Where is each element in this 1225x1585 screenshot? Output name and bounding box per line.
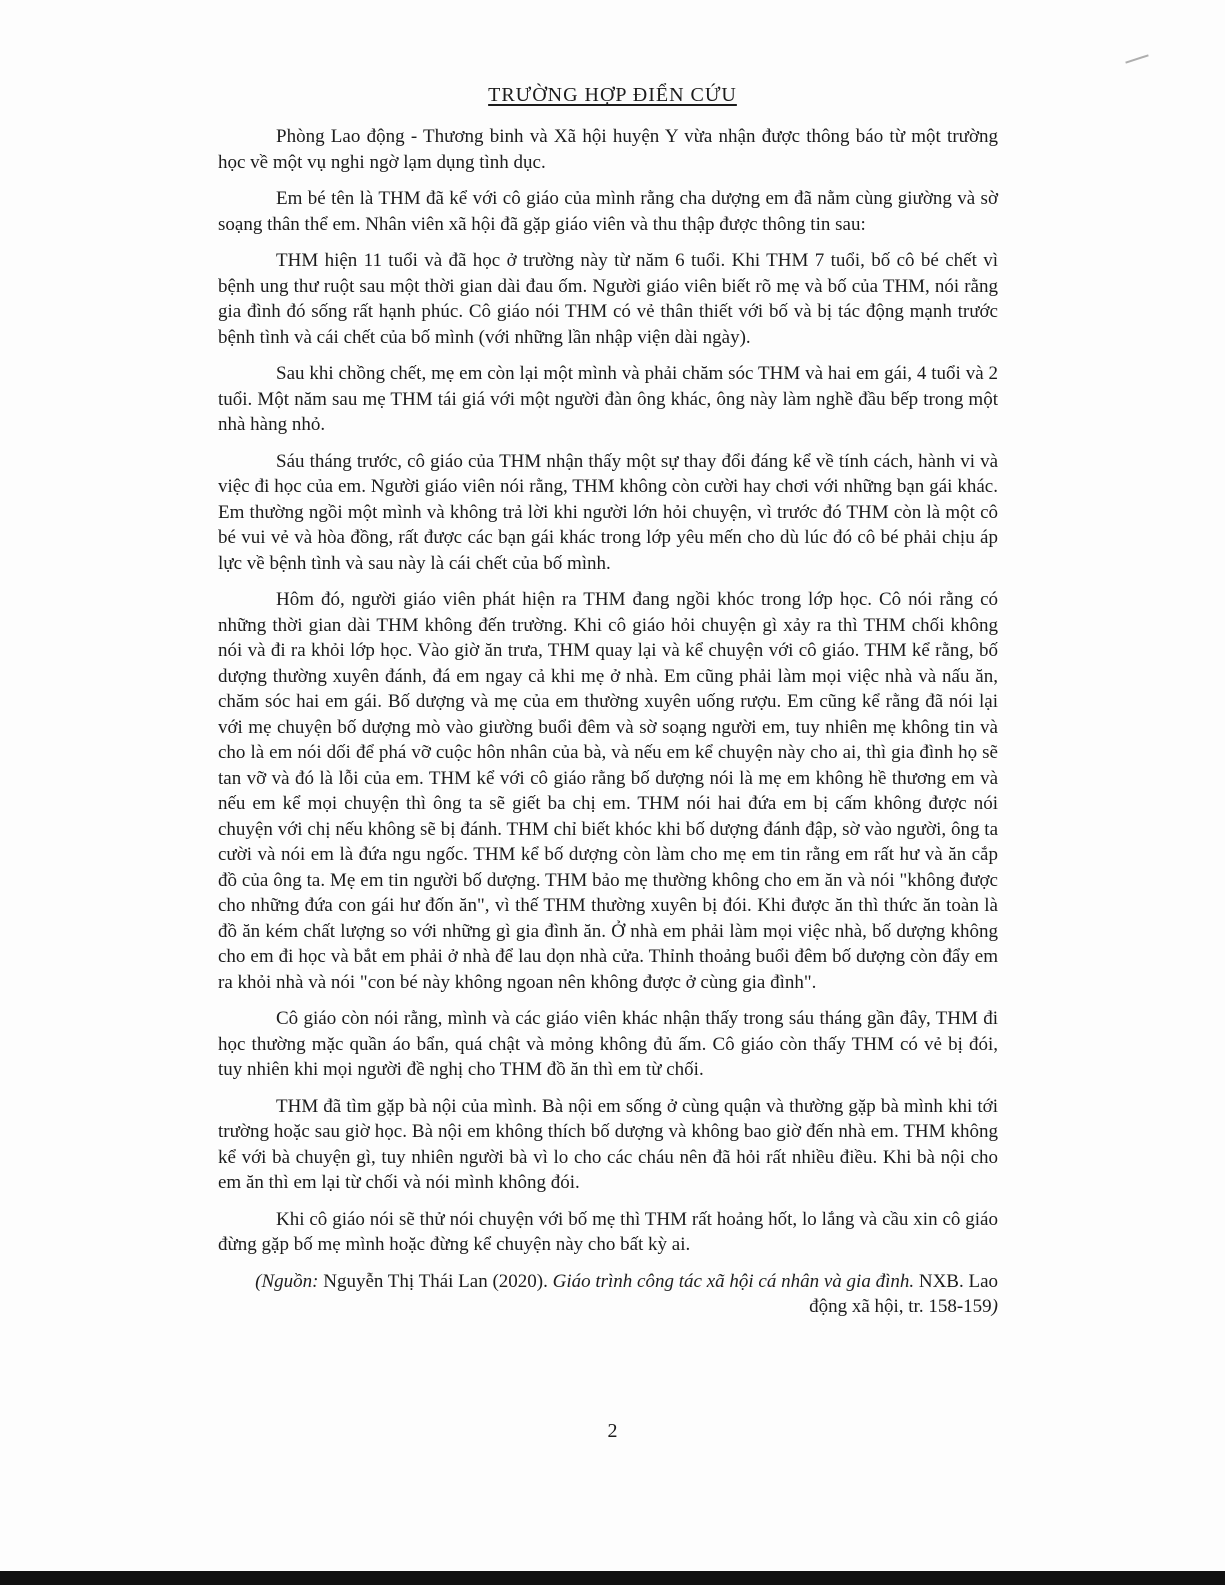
source-citation (218, 1269, 998, 1320)
paragraph-7: Cô giáo còn nói rằng, mình và các giáo viên khác nhận thấy trong sáu tháng gần đây, THM đi học thường mặc quần áo bẩn, quá chật và mỏng không đủ ấm. Cô giáo còn thấy THM có vẻ bị đói, tuy nhiên khi mọi người đề nghị cho THM đồ ăn thì em từ chối. (218, 1008, 998, 1080)
paragraph-2: Em bé tên là THM đã kể với cô giáo của mình rằng cha dượng em đã nằm cùng giường và sờ soạng thân thể em. Nhân viên xã hội đã gặp giáo viên và thu thập được thông tin sau: (218, 188, 998, 235)
source-publisher: NXB. Lao động xã hội, tr. 158-159 (809, 1270, 998, 1317)
scan-pen-mark (1125, 54, 1148, 63)
paragraph-6: Hôm đó, người giáo viên phát hiện ra THM đang ngồi khóc trong lớp học. Cô nói rằng có những thời gian dài THM không đến trường. Khi cô giáo hỏi chuyện gì xảy ra thì THM chối không nói và đi ra khỏi lớp học. Vào giờ ăn trưa, THM quay lại và kể chuyện với cô giáo. THM kể rằng, bố dượng thường xuyên đánh, đá em ngay cả khi mẹ ở nhà. Em cũng phải làm mọi việc nhà và nấu ăn, chăm sóc hai em gái. Bố dượng và mẹ của em thường xuyên uống rượu. Em cũng kể rằng đã nói lại với mẹ chuyện bố dượng mò vào giường buổi đêm và sờ soạng người em, tuy nhiên mẹ không tin và cho là em nói dối để phá vỡ cuộc hôn nhân của bà, và nếu em kể chuyện này cho ai, thì gia đình họ sẽ tan vỡ và đó là lỗi của em. THM kể với cô giáo rằng bố dượng nói là mẹ em không hề thương em và nếu em kể mọi chuyện thì ông ta sẽ giết ba chị em. THM nói hai đứa em bị cấm không được nói chuyện với chị nếu không sẽ bị đánh. THM chỉ biết khóc khi bố dượng đánh đập, sờ vào người, ông ta cười và nói em là đứa ngu ngốc. THM kể bố dượng còn làm cho mẹ em tin rằng em rất hư và ăn cắp đồ của ông ta. Mẹ em tin người bố dượng. THM bảo mẹ thường không cho em ăn và nói "không được cho những đứa con gái hư đốn ăn", vì thế THM thường xuyên bị đói. Khi được ăn thì thức ăn toàn là đồ ăn kém chất lượng so với những gì gia đình ăn. Ở nhà em phải làm mọi việc nhà, bố dượng không cho em đi học và bắt em phải ở nhà để lau dọn nhà cửa. Thỉnh thoảng buổi đêm bố dượng còn đẩy em ra khỏi nhà và nói "con bé này không ngoan nên không được ở cùng gia đình". (218, 589, 998, 993)
paragraph-3: THM hiện 11 tuổi và đã học ở trường này từ năm 6 tuổi. Khi THM 7 tuổi, bố cô bé chết vì bệnh ung thư ruột sau một thời gian dài đau ốm. Người giáo viên biết rõ mẹ và bố của THM, nói rằng gia đình đó sống rất hạnh phúc. Cô giáo nói THM có vẻ thân thiết với bố và bị tác động mạnh trước bệnh tình và cái chết của bố mình (với những lần nhập viện dài ngày). (218, 250, 998, 348)
page-number: 2 (607, 1420, 618, 1442)
page-title: TRƯỜNG HỢP ĐIỂN CỨU (488, 84, 737, 106)
source-close-paren: ) (991, 1296, 998, 1317)
source-open-paren: ( (255, 1270, 262, 1292)
paragraph-8: THM đã tìm gặp bà nội của mình. Bà nội em sống ở cùng quận và thường gặp bà mình khi tới trường hoặc sau giờ học. Bà nội em không thích bố dượng và không bao giờ đến nhà em. THM không kể với bà chuyện gì, tuy nhiên người bà vì lo cho các cháu nên đã hỏi rất nhiều điều. Khi bà nội cho em ăn thì em lại từ chối và nói mình không đói. (218, 1095, 998, 1193)
source-book-title: Giáo trình công tác xã hội cá nhân và gia đình. (552, 1270, 915, 1292)
source-author-year: Nguyễn Thị Thái Lan (2020). (318, 1270, 553, 1292)
paragraph-1: Phòng Lao động - Thương binh và Xã hội huyện Y vừa nhận được thông báo từ một trường học về một vụ nghi ngờ lạm dụng tình dục. (218, 126, 998, 173)
paragraph-5: Sáu tháng trước, cô giáo của THM nhận thấy một sự thay đổi đáng kể về tính cách, hành vi và việc đi học của em. Người giáo viên nói rằng, THM không còn cười hay chơi với những bạn gái khác. Em thường ngồi một mình và không trả lời khi người lớn hỏi chuyện, vì trước đó THM còn là một cô bé vui vẻ và hòa đồng, rất được các bạn gái khác trong lớp yêu mến cho dù lúc đó cô bé phải chịu áp lực về bệnh tình và sau này là cái chết của bố mình. (218, 450, 998, 574)
case-study-body (218, 124, 998, 1320)
scan-bottom-edge (0, 1571, 1225, 1585)
paragraph-9: Khi cô giáo nói sẽ thử nói chuyện với bố mẹ thì THM rất hoảng hốt, lo lắng và cầu xin cô giáo đừng gặp bố mẹ mình hoặc đừng kể chuyện này cho bất kỳ ai. (218, 1208, 998, 1255)
source-label: Nguồn: (261, 1270, 319, 1292)
paragraph-4: Sau khi chồng chết, mẹ em còn lại một mình và phải chăm sóc THM và hai em gái, 4 tuổi và 2 tuổi. Một năm sau mẹ THM tái giá với một người đàn ông khác, ông này làm nghề đầu bếp trong một nhà hàng nhỏ. (218, 363, 998, 435)
